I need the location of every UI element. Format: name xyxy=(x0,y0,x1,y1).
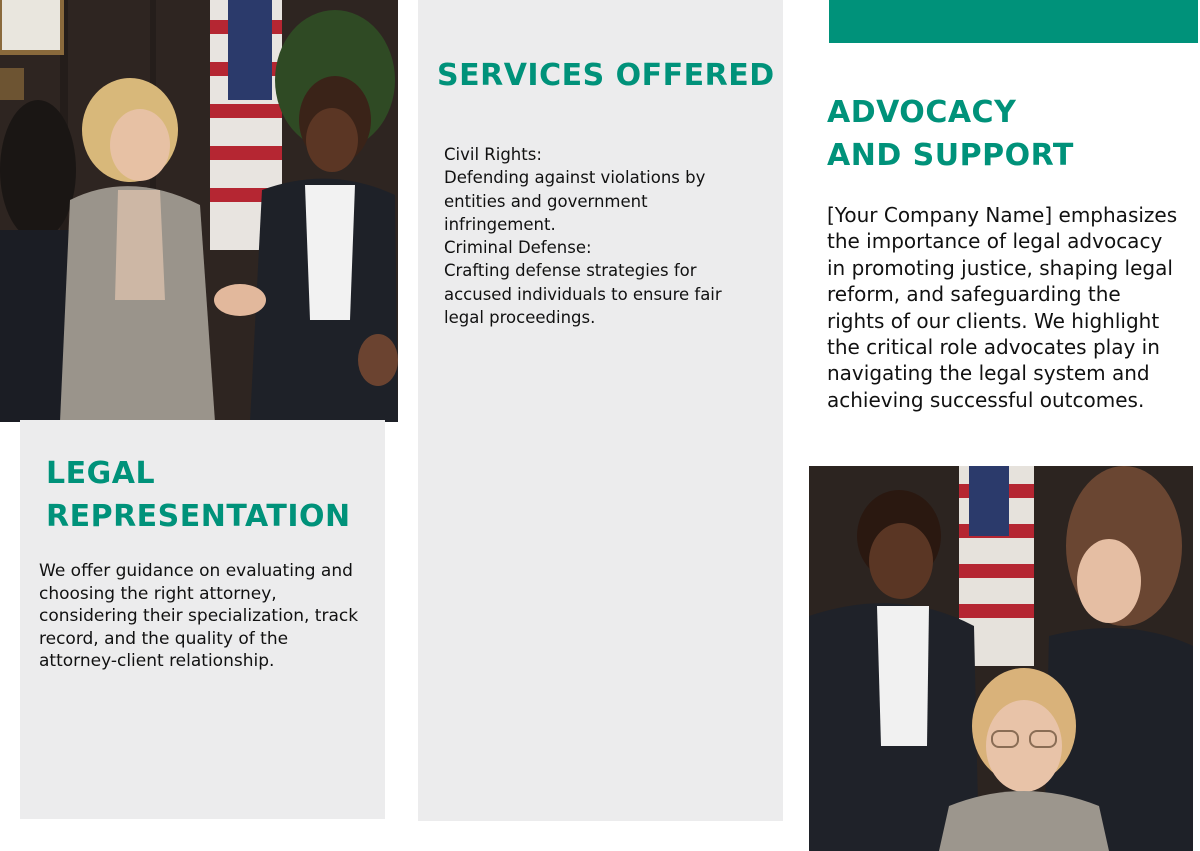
advocacy-support-text: [Your Company Name] emphasizes the importance of legal advocacy in promoting justice, shaping legal reform, and safeguarding the rights of our clients. We highlight the critical role advocates play in navigating the legal system and achieving successful outcomes. xyxy=(827,203,1178,412)
lawyers-meeting-photo xyxy=(0,0,398,422)
services-list xyxy=(444,143,764,329)
three-women-lawyers-photo xyxy=(809,466,1193,851)
legal-representation-text: We offer guidance on evaluating and choosing the right attorney, considering their specialization, track record, and the quality of the attorney-client relationship. xyxy=(39,561,359,671)
service-description-criminal-defense: Crafting defense strategies for accused individuals to ensure fair legal proceedings. xyxy=(444,261,722,328)
services-offered-heading: SERVICES OFFERED xyxy=(437,58,775,93)
accent-bar xyxy=(829,0,1198,43)
advocacy-support-heading: ADVOCACY AND SUPPORT xyxy=(827,95,1074,173)
service-title-civil-rights: Civil Rights: xyxy=(444,145,542,164)
services-offered-panel xyxy=(418,0,783,821)
service-description-civil-rights: Defending against violations by entities and government infringement. xyxy=(444,168,706,234)
service-title-criminal-defense: Criminal Defense: xyxy=(444,238,592,258)
legal-representation-heading: LEGAL REPRESENTATION xyxy=(46,456,351,534)
